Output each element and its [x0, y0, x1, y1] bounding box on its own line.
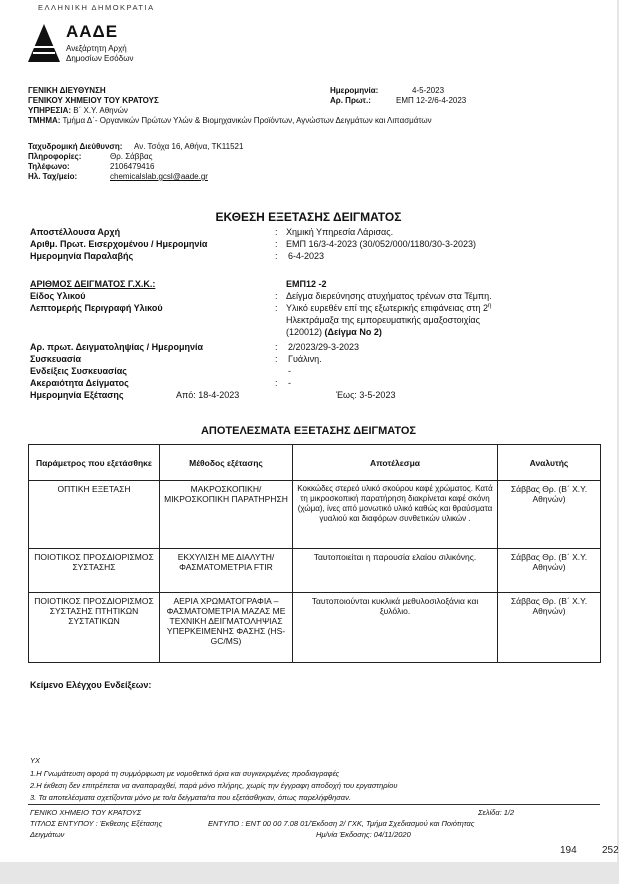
- incoming-colon: :: [275, 239, 278, 249]
- exam-date-label: Ημερομηνία Εξέτασης: [30, 390, 124, 400]
- receipt-label: Ημερομηνία Παραλαβής: [30, 251, 134, 261]
- initials: ΥΧ: [30, 756, 41, 765]
- description-colon: :: [275, 303, 278, 313]
- description-label: Λεπτομερής Περιγραφή Υλικού: [30, 303, 163, 313]
- row-3-parameter: ΠΟΙΟΤΙΚΟΣ ΠΡΟΣΔΙΟΡΙΣΜΟΣ ΣΥΣΤΑΣΗΣ ΠΤΗΤΙΚΩΝ ΣΥΣΤΑΤΙΚΩΝ: [29, 593, 160, 663]
- footer-issue-date: Ημ/νία Έκδοσης: 04/11/2020: [316, 830, 411, 839]
- row-2-parameter: ΠΟΙΟΤΙΚΟΣ ΠΡΟΣΔΙΟΡΙΣΜΟΣ ΣΥΣΤΑΣΗΣ: [29, 549, 160, 593]
- receipt-value: 6-4-2023: [288, 251, 325, 261]
- footer-form-title-2: Δειγμάτων: [30, 830, 65, 839]
- description-text-3: (120012): [286, 327, 323, 337]
- viewer-page-number-1: 194: [560, 845, 577, 856]
- sampling-colon: :: [275, 342, 278, 352]
- table-row: [29, 549, 601, 593]
- header-method: Μέθοδος εξέτασης: [160, 445, 293, 481]
- header-result: Αποτέλεσμα: [293, 445, 498, 481]
- packaging-label: Συσκευασία: [30, 354, 82, 364]
- phone-value: 2106479416: [110, 162, 155, 171]
- footer-form-title-1: ΤΙΤΛΟΣ ΕΝΤΥΠΟΥ : Έκθεσης Εξέτασης: [30, 819, 163, 828]
- sampling-value: 2/2023/29-3-2023: [288, 342, 360, 352]
- footnote-3: 3. Τα αποτελέσματα σχετίζονται μόνο με το/α δείγματα/τα που εξετάσθηκαν, όπως παρελήφθησαν.: [30, 793, 351, 802]
- email-label: Ηλ. Ταχ/μείο:: [28, 172, 78, 181]
- logo-subtitle-1: Ανεξάρτητη Αρχή: [66, 44, 127, 53]
- service-label: ΥΠΗΡΕΣΙΑ:: [28, 106, 72, 115]
- department-line: [28, 116, 432, 125]
- service-value: Β΄ Χ.Υ. Αθηνών: [73, 106, 128, 115]
- info-label: Πληροφορίες:: [28, 152, 82, 161]
- row-2-analyst: Σάββας Θρ. (Β΄ Χ.Υ. Αθηνών): [498, 549, 601, 593]
- packaging-value: Γυάλινη.: [288, 354, 322, 364]
- footer-page: Σελίδα: 1/2: [478, 808, 515, 817]
- logo-name: ΑΑΔΕ: [66, 22, 119, 41]
- address-label: Ταχυδρομική Διεύθυνση:: [28, 142, 123, 151]
- exam-from: Από: 18-4-2023: [176, 390, 240, 400]
- header-parameter: Παράμετρος που εξετάσθηκε: [29, 445, 160, 481]
- row-1-parameter: ΟΠΤΙΚΗ ΕΞΕΤΑΣΗ: [29, 481, 160, 549]
- address-value: Αν. Τσόχα 16, Αθήνα, ΤΚ11521: [134, 142, 244, 151]
- integrity-value: -: [288, 378, 291, 388]
- description-line-1: [286, 303, 491, 313]
- results-table: [28, 444, 601, 663]
- footnote-2: 2.Η έκθεση δεν επιτρέπεται να αναπαραχθεί, παρά μόνο πλήρης, χωρίς την έγγραφη αποδοχή του εργαστηρίου: [30, 781, 398, 790]
- row-3-result: Ταυτοποιούνται κυκλικά μεθυλοσιλοξάνια και ξυλόλιο.: [293, 593, 498, 663]
- integrity-colon: :: [275, 378, 278, 388]
- integrity-label: Ακεραιότητα Δείγματος: [30, 378, 129, 388]
- protocol-label: Αρ. Πρωτ.:: [330, 96, 371, 105]
- packaging-marks-value: -: [288, 366, 291, 376]
- sender-label: Αποστέλλουσα Αρχή: [30, 227, 121, 237]
- exam-to: Έως: 3-5-2023: [336, 390, 396, 400]
- department-label: ΤΜΗΜΑ:: [28, 116, 61, 125]
- date-value: 4-5-2023: [412, 86, 445, 95]
- row-3-analyst: Σάββας Θρ. (Β΄ Χ.Υ. Αθηνών): [498, 593, 601, 663]
- incoming-label: Αριθμ. Πρωτ. Εισερχομένου / Ημερομηνία: [30, 239, 208, 249]
- email-link[interactable]: chemicalslab.gcsl@aade.gr: [110, 172, 208, 181]
- header-line-2: ΓΕΝΙΚΟΥ ΧΗΜΕΙΟΥ ΤΟΥ ΚΡΑΤΟΥΣ: [28, 96, 159, 105]
- packaging-marks-label: Ενδείξεις Συσκευασίας: [30, 366, 127, 376]
- row-1-analyst: Σάββας Θρ. (Β΄ Χ.Υ. Αθηνών): [498, 481, 601, 549]
- date-label: Ημερομηνία:: [330, 86, 379, 95]
- report-title: ΕΚΘΕΣΗ ΕΞΕΤΑΣΗΣ ΔΕΙΓΜΑΤΟΣ: [215, 210, 402, 224]
- department-value: Τμήμα Δ΄- Οργανικών Πρώτων Υλών & Βιομηχανικών Προϊόντων, Αγνώστων Δειγμάτων και Λιπασμάτων: [62, 116, 432, 125]
- row-2-method: ΕΚΧΥΛΙΣΗ ΜΕ ΔΙΑΛΥΤΗ/ ΦΑΣΜΑΤΟΜΕΤΡΙΑ FTIR: [160, 549, 293, 593]
- row-1-result: Κοκκώδες στερεό υλικό σκούρου καφέ χρώματος. Κατά τη μικροσκοπική παρατήρηση διακρίνεται καφέ σκόνη (χώμα), ίνες από μονωτικό υλικό καθώς και θραύσματα γυαλιού και διαφόρων συνθετικών υλικών .: [293, 481, 498, 549]
- info-value: Θρ. Σάββας: [110, 152, 153, 161]
- incoming-value: ΕΜΠ 16/3-4-2023 (30/052/000/1180/30-3-2023): [286, 239, 476, 249]
- description-text-1: Υλικό ευρεθέν επί της εξωτερικής επιφάνειας στη 2: [286, 303, 489, 313]
- row-1-method: ΜΑΚΡΟΣΚΟΠΙΚΗ/ ΜΙΚΡΟΣΚΟΠΙΚΗ ΠΑΡΑΤΗΡΗΣΗ: [160, 481, 293, 549]
- service-line: [28, 106, 128, 115]
- sampling-label: Αρ. πρωτ. Δειγματοληψίας / Ημερομηνία: [30, 342, 203, 352]
- footnote-1: 1.Η Γνωμάτευση αφορά τη συμμόρφωση με νομοθετικά όρια και συγκεκριμένες προδιαγραφές: [30, 769, 340, 778]
- control-text-label: Κείμενο Ελέγχου Ενδείξεων:: [30, 680, 152, 690]
- material-colon: :: [275, 291, 278, 301]
- table-header-row: [29, 445, 601, 481]
- header-line-1: ΓΕΝΙΚΗ ΔΙΕΥΘΥΝΣΗ: [28, 86, 106, 95]
- sender-value: Χημική Υπηρεσία Λάρισας.: [286, 227, 394, 237]
- phone-label: Τηλέφωνο:: [28, 162, 70, 171]
- sample-number-label: ΑΡΙΘΜΟΣ ΔΕΙΓΜΑΤΟΣ Γ.Χ.Κ.:: [30, 279, 156, 289]
- protocol-value: ΕΜΠ 12-2/6-4-2023: [396, 96, 467, 105]
- sample-number-value: ΕΜΠ12 -2: [286, 279, 327, 289]
- description-line-3: [286, 327, 382, 337]
- footer-divider: [28, 804, 600, 805]
- header-analyst: Αναλυτής: [498, 445, 601, 481]
- table-row: [29, 593, 601, 663]
- material-label: Είδος Υλικού: [30, 291, 86, 301]
- footer-org: ΓΕΝΙΚΟ ΧΗΜΕΙΟ ΤΟΥ ΚΡΑΤΟΥΣ: [30, 808, 142, 817]
- logo-subtitle-2: Δημοσίων Εσόδων: [66, 54, 134, 63]
- viewer-page-number-2: 252: [602, 845, 619, 856]
- material-value: Δείγμα διερεύνησης ατυχήματος τρένων στα Τέμπη.: [286, 291, 492, 301]
- packaging-colon: :: [275, 354, 278, 364]
- row-3-method: ΑΕΡΙΑ ΧΡΩΜΑΤΟΓΡΑΦΙΑ – ΦΑΣΜΑΤΟΜΕΤΡΙΑ ΜΑΖΑΣ ΜΕ ΤΕΧΝΙΚΗ ΔΕΙΓΜΑΤΟΛΗΨΙΑΣ ΥΠΕΡΚΕΙΜΕΝΗΣ ΦΑΣΗΣ (HS-GC/MS): [160, 593, 293, 663]
- table-row: [29, 481, 601, 549]
- description-line-2: Ηλεκτράμαξα της εμπορευματικής αμαξοστοιχίας: [286, 315, 480, 325]
- country-banner: ΕΛΛΗΝΙΚΗ ΔΗΜΟΚΡΑΤΙΑ: [38, 3, 155, 12]
- receipt-colon: :: [275, 251, 278, 261]
- aade-logo-icon: [28, 24, 60, 62]
- description-sample-tag: (Δείγμα Νο 2): [324, 327, 382, 337]
- description-superscript: η: [488, 303, 492, 309]
- sender-colon: :: [275, 227, 278, 237]
- row-2-result: Ταυτοποιείται η παρουσία ελαίου σιλικόνης.: [293, 549, 498, 593]
- results-title: ΑΠΟΤΕΛΕΣΜΑΤΑ ΕΞΕΤΑΣΗΣ ΔΕΙΓΜΑΤΟΣ: [200, 425, 417, 437]
- footer-form-code: ΕΝΤΥΠΟ : ΕΝΤ 00 00 7.08 01/Έκδοση 2/ ΓΧΚ, Τμήμα Σχεδιασμού και Ποιότητας: [208, 819, 475, 828]
